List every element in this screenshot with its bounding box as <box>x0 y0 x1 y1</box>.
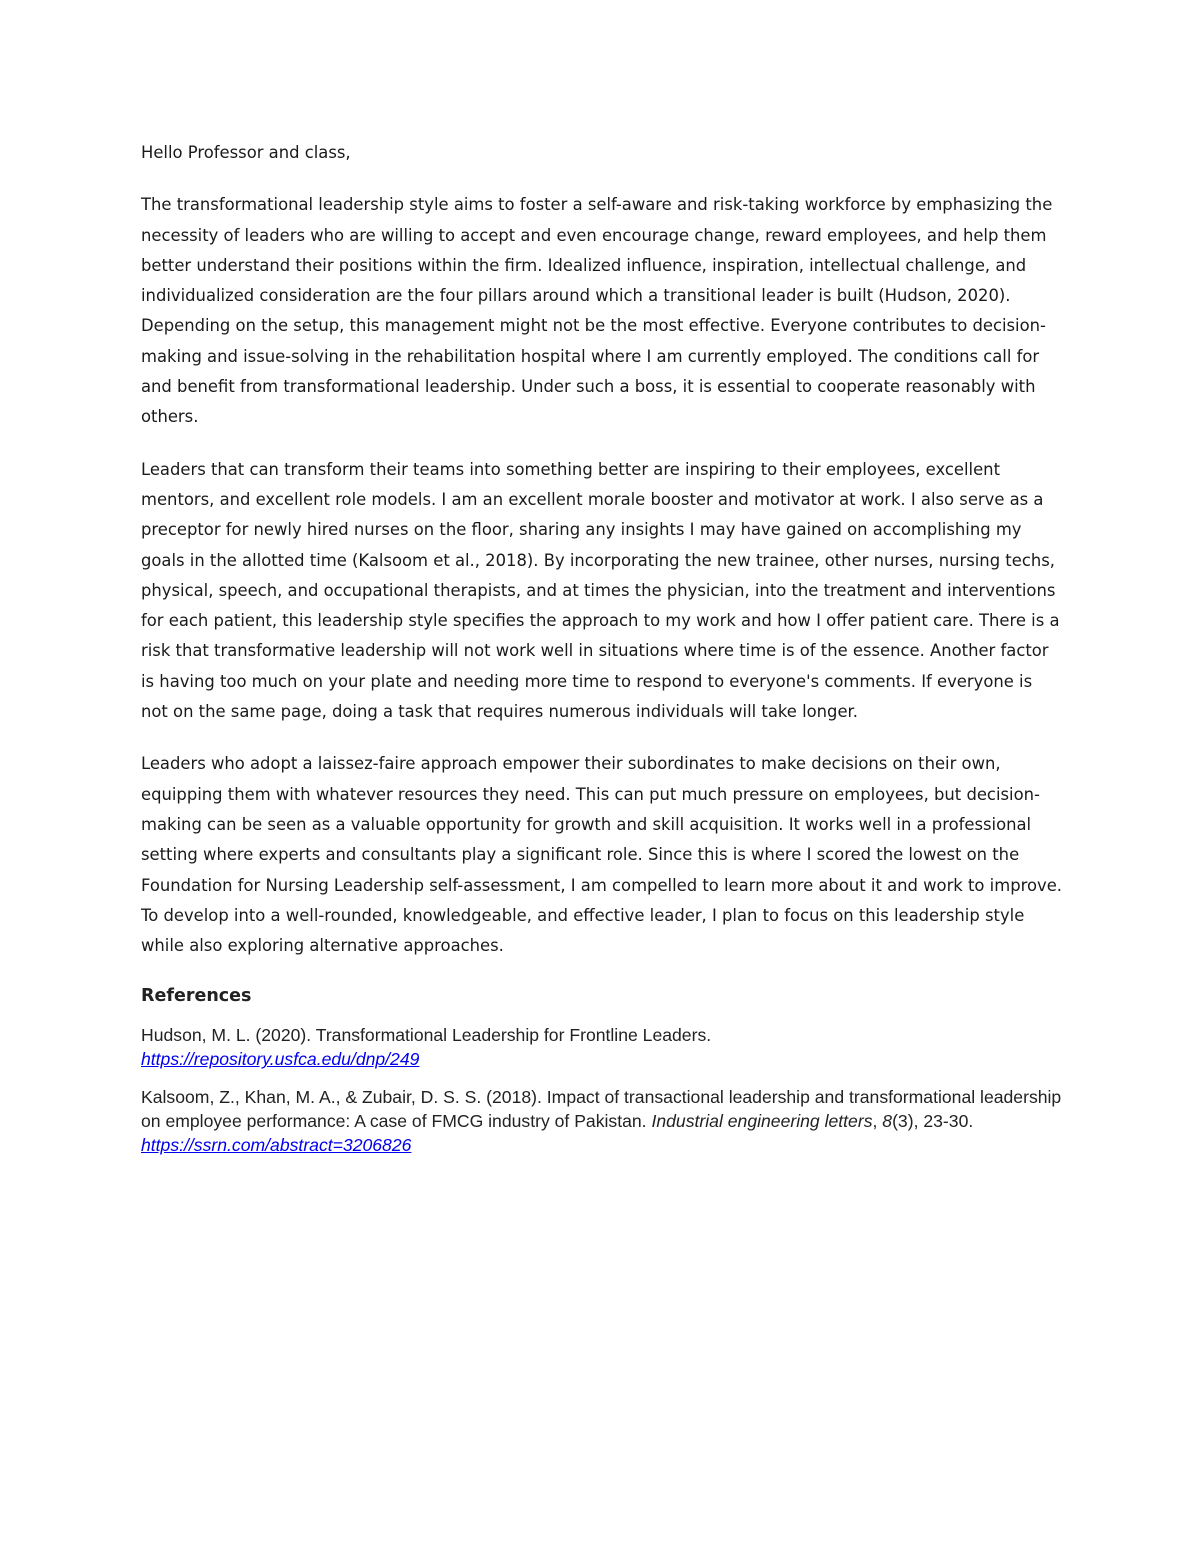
paragraph-laissez-faire: Leaders who adopt a laissez-faire approach empower their subordinates to make decisions on their own, equipping them with whatever resources they need. This can put much pressure on employees, but decision-making can be seen as a valuable opportunity for growth and skill acquisition. It works well in a professional setting where experts and consultants play a significant role. Since this is where I scored the lowest on the Foundation for Nursing Leadership self-assessment, I am compelled to learn more about it and work to improve. To develop into a well-rounded, knowledgeable, and effective leader, I plan to focus on this leadership style while also exploring alternative approaches. <box>141 754 1062 956</box>
reference-kalsoom-volume: 8 <box>882 1111 893 1132</box>
reference-kalsoom-text: Kalsoom, Z., Khan, M. A., & Zubair, D. S. S. (2018). Impact of transactional leadership and transformational leadership on employee performance: A case of FMCG industry of Pakistan. <box>141 1087 1062 1132</box>
document-page <box>141 138 1063 1171</box>
reference-hudson-text: Hudson, M. L. (2020). Transformational Leadership for Frontline Leaders. <box>141 1025 712 1046</box>
reference-kalsoom-journal: Industrial engineering letters <box>651 1111 873 1132</box>
greeting: Hello Professor and class, <box>141 143 351 162</box>
reference-kalsoom-issue-pages: (3), 23-30. <box>892 1111 974 1132</box>
reference-kalsoom-link[interactable]: https://ssrn.com/abstract=3206826 <box>141 1135 412 1156</box>
reference-hudson-link[interactable]: https://repository.usfca.edu/dnp/249 <box>141 1049 420 1070</box>
paragraph-transformational: The transformational leadership style aims to foster a self-aware and risk-taking workforce by emphasizing the necessity of leaders who are willing to accept and even encourage change, reward employees, and help them better understand their positions within the firm. Idealized influence, inspiration, intellectual challenge, and individualized consideration are the four pillars around which a transitional leader is built (Hudson, 2020). Depending on the setup, this management might not be the most effective. Everyone contributes to decision-making and issue-solving in the rehabilitation hospital where I am currently employed. The conditions call for and benefit from transformational leadership. Under such a boss, it is essential to cooperate reasonably with others. <box>141 195 1053 427</box>
references-heading: References <box>141 986 252 1007</box>
reference-hudson <box>141 1023 1063 1071</box>
reference-kalsoom: Kalsoom, Z., Khan, M. A., & Zubair, D. S. S. (2018). Impact of transactional leadership and transformational leadership on employee performance: A case of FMCG industry of Pakistan. Industrial engineering letters, 8(3), 23-30. https://ssrn.com/abstract=3206826 <box>141 1087 1062 1156</box>
paragraph-leaders-transform: Leaders that can transform their teams into something better are inspiring to their employees, excellent mentors, and excellent role models. I am an excellent morale booster and motivator at work. I also serve as a preceptor for newly hired nurses on the floor, sharing any insights I may have gained on accomplishing my goals in the allotted time (Kalsoom et al., 2018). By incorporating the new trainee, other nurses, nursing techs, physical, speech, and occupational therapists, and at times the physician, into the treatment and interventions for each patient, this leadership style specifies the approach to my work and how I offer patient care. There is a risk that transformative leadership will not work well in situations where time is of the essence. Another factor is having too much on your plate and needing more time to respond to everyone's comments. If everyone is not on the same page, doing a task that requires numerous individuals will take longer. <box>141 459 1060 722</box>
